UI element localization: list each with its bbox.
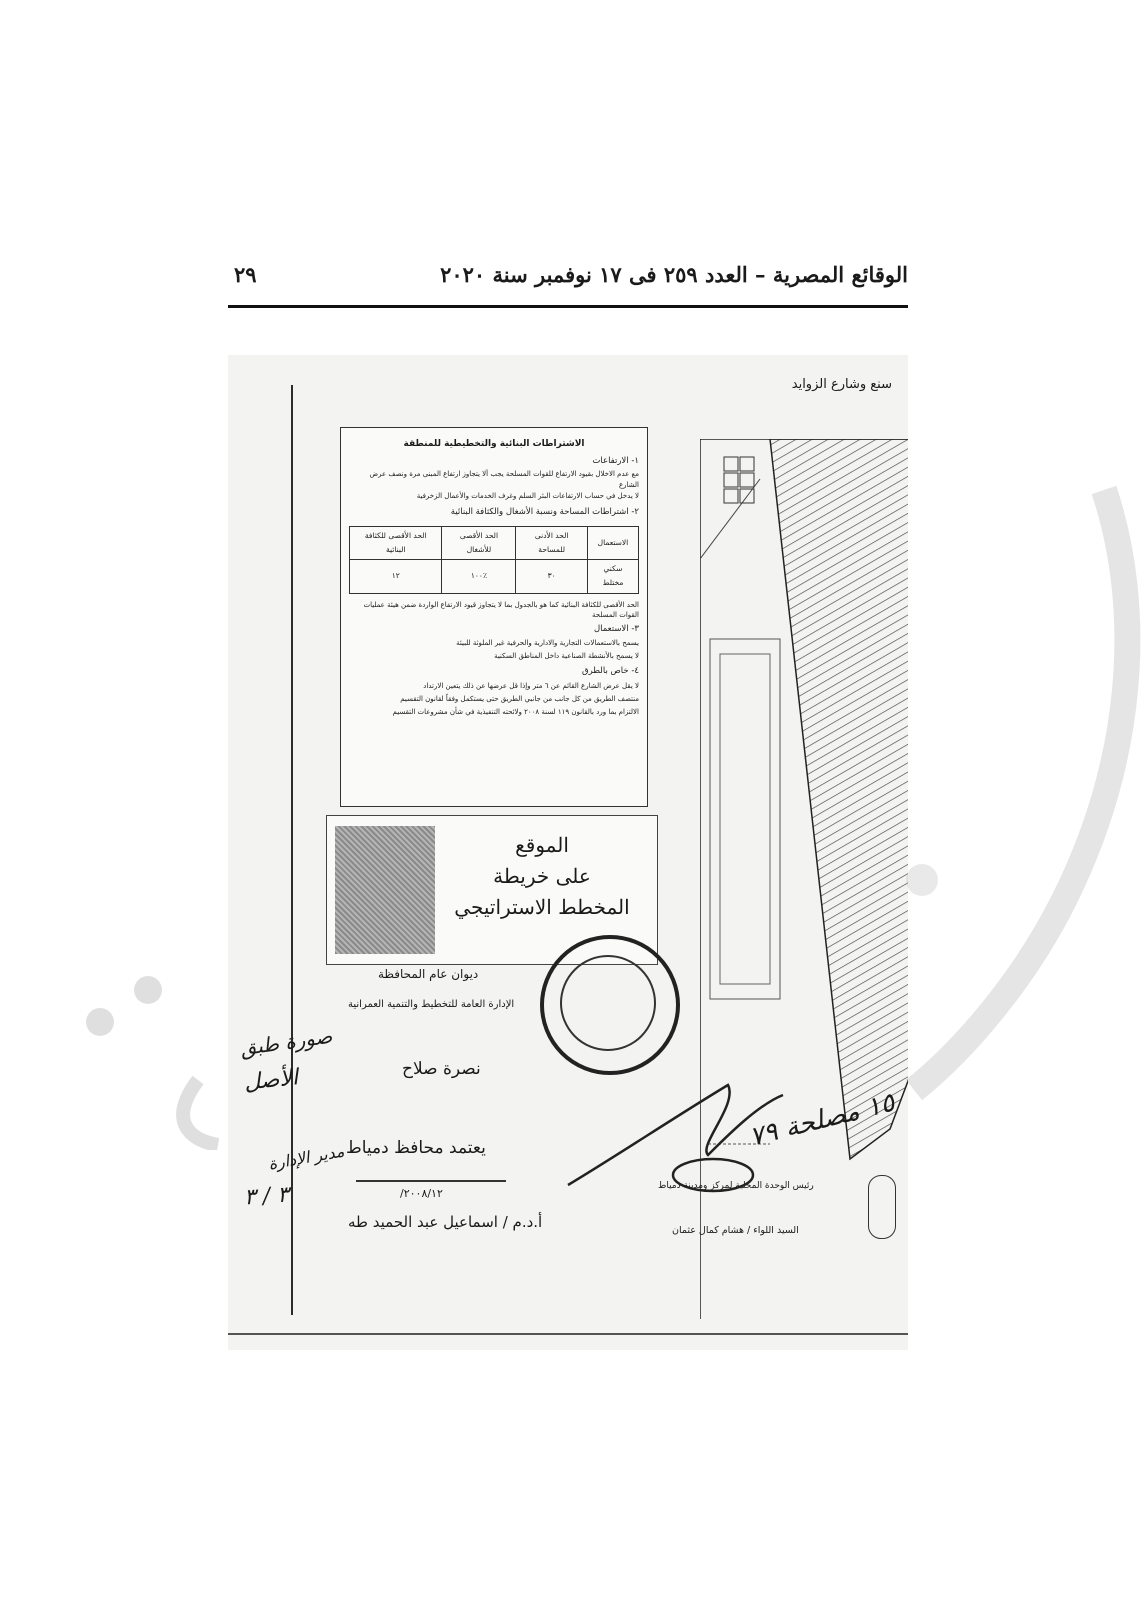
- department-line: الإدارة العامة للتخطيط والتنمية العمرانية: [348, 999, 515, 1010]
- condition-text: لا يسمح بالأنشطة الصناعية داخل المناطق السكنية: [494, 652, 639, 661]
- mayor-name: السيد اللواء / هشام كمال عثمان: [672, 1225, 799, 1236]
- condition-heading: ٣- الاستعمال: [593, 623, 639, 634]
- scanned-map-document: [228, 355, 908, 1350]
- handwritten-note: ٣ / ٣: [243, 1182, 290, 1211]
- table-cell: ١٢: [350, 560, 442, 594]
- location-line: على خريطة: [493, 864, 591, 888]
- location-caption: [437, 830, 647, 923]
- location-line: الموقع: [515, 833, 569, 857]
- street-label: سنع وشارع الزوايد: [791, 377, 892, 392]
- condition-heading: ٤- خاص بالطرق: [582, 666, 639, 677]
- handwritten-note: مدير الإدارة: [266, 1141, 346, 1174]
- conditions-table: [349, 526, 639, 594]
- seal-caption: ديوان عام المحافظة: [378, 967, 479, 981]
- signature-date: ٢٠٠٨/١٢/: [400, 1187, 443, 1200]
- condition-heading: ٢- اشتراطات المساحة ونسبة الأشغال والكثافة البنائية: [450, 506, 639, 517]
- frame-line-bottom: [228, 1333, 908, 1335]
- publication-title: الوقائع المصرية – العدد ٢٥٩ فى ١٧ نوفمبر سنة ٢٠٢٠: [440, 262, 908, 287]
- mayor-title: رئيس الوحدة المحلية لمركز ومدينة دمياط: [658, 1181, 814, 1191]
- signature-scribble: [558, 1075, 788, 1195]
- official-seal: [540, 935, 680, 1075]
- condition-text: يسمح بالاستعمالات التجارية والادارية والحرفية غير الملوثة للبيئة: [456, 638, 639, 647]
- scanned-image-patch: [335, 826, 435, 954]
- conditions-title: الاشتراطات البنائية والتخطيطية للمنطقة: [403, 439, 585, 449]
- condition-text: منتصف الطريق من كل جانب من جانبي الطريق حتى يستكمل وفقاً لقانون التقسيم: [400, 694, 639, 703]
- table-cell: سكني مختلط: [587, 560, 638, 594]
- governor-approval: يعتمد محافظ دمياط: [346, 1138, 486, 1158]
- condition-text: مع عدم الاخلال بقيود الارتفاع للقوات المسلحة يجب ألا يتجاوز ارتفاع المبنى مرة ونصف عرض الشارع: [369, 470, 639, 489]
- signature-underline: [356, 1180, 506, 1182]
- planning-conditions-box: [340, 427, 648, 807]
- header-rule: [228, 305, 908, 308]
- handwritten-note: صورة طبق: [238, 1023, 334, 1061]
- table-header-cell: الحد الأدنى للمساحة: [516, 526, 588, 560]
- condition-heading: ١- الارتفاعات: [592, 456, 639, 467]
- frame-line: [291, 385, 293, 1315]
- handwritten-note: الأصل: [242, 1065, 300, 1096]
- table-cell: ٣٠: [516, 560, 588, 594]
- page-number: ٢٩: [234, 262, 257, 287]
- watermark: [904, 430, 1142, 1130]
- emblem-stamp: [868, 1175, 896, 1239]
- table-header-cell: الاستعمال: [587, 526, 638, 560]
- table-header-cell: الحد الأقصى للكثافة البنائية: [350, 526, 442, 560]
- table-header-cell: الحد الأقصى للأشغال: [442, 526, 516, 560]
- condition-text: الحد الأقصى للكثافة البنائية كما هو بالجدول بما لا يتجاوز قيود الارتفاع الواردة ضمن هيئة عمليات القوات المسلحة: [363, 600, 639, 620]
- handwritten-signature-right: ١٥ مصلحة ٧٩: [746, 1087, 898, 1153]
- page-header: [228, 262, 908, 296]
- watermark-left: [78, 960, 228, 1150]
- condition-text: لا يدخل في حساب الارتفاعات البئر السلم وغرف الخدمات والأعمال الزخرفية: [416, 492, 639, 501]
- location-line: المخطط الاستراتيجي: [454, 895, 630, 919]
- table-cell: ٪١٠٠: [442, 560, 516, 594]
- condition-text: الالتزام بما ورد بالقانون ١١٩ لسنة ٢٠٠٨ ولائحته التنفيذية في شأن مشروعات التقسيم: [392, 708, 639, 717]
- official-name: نصرة صلاح: [402, 1059, 481, 1079]
- governor-name: أ.د.م / اسماعيل عبد الحميد طه: [348, 1213, 543, 1231]
- condition-text: لا يقل عرض الشارع القائم عن ٦ متر وإذا قل عرضها عن ذلك يتعين الارتداد: [423, 681, 639, 690]
